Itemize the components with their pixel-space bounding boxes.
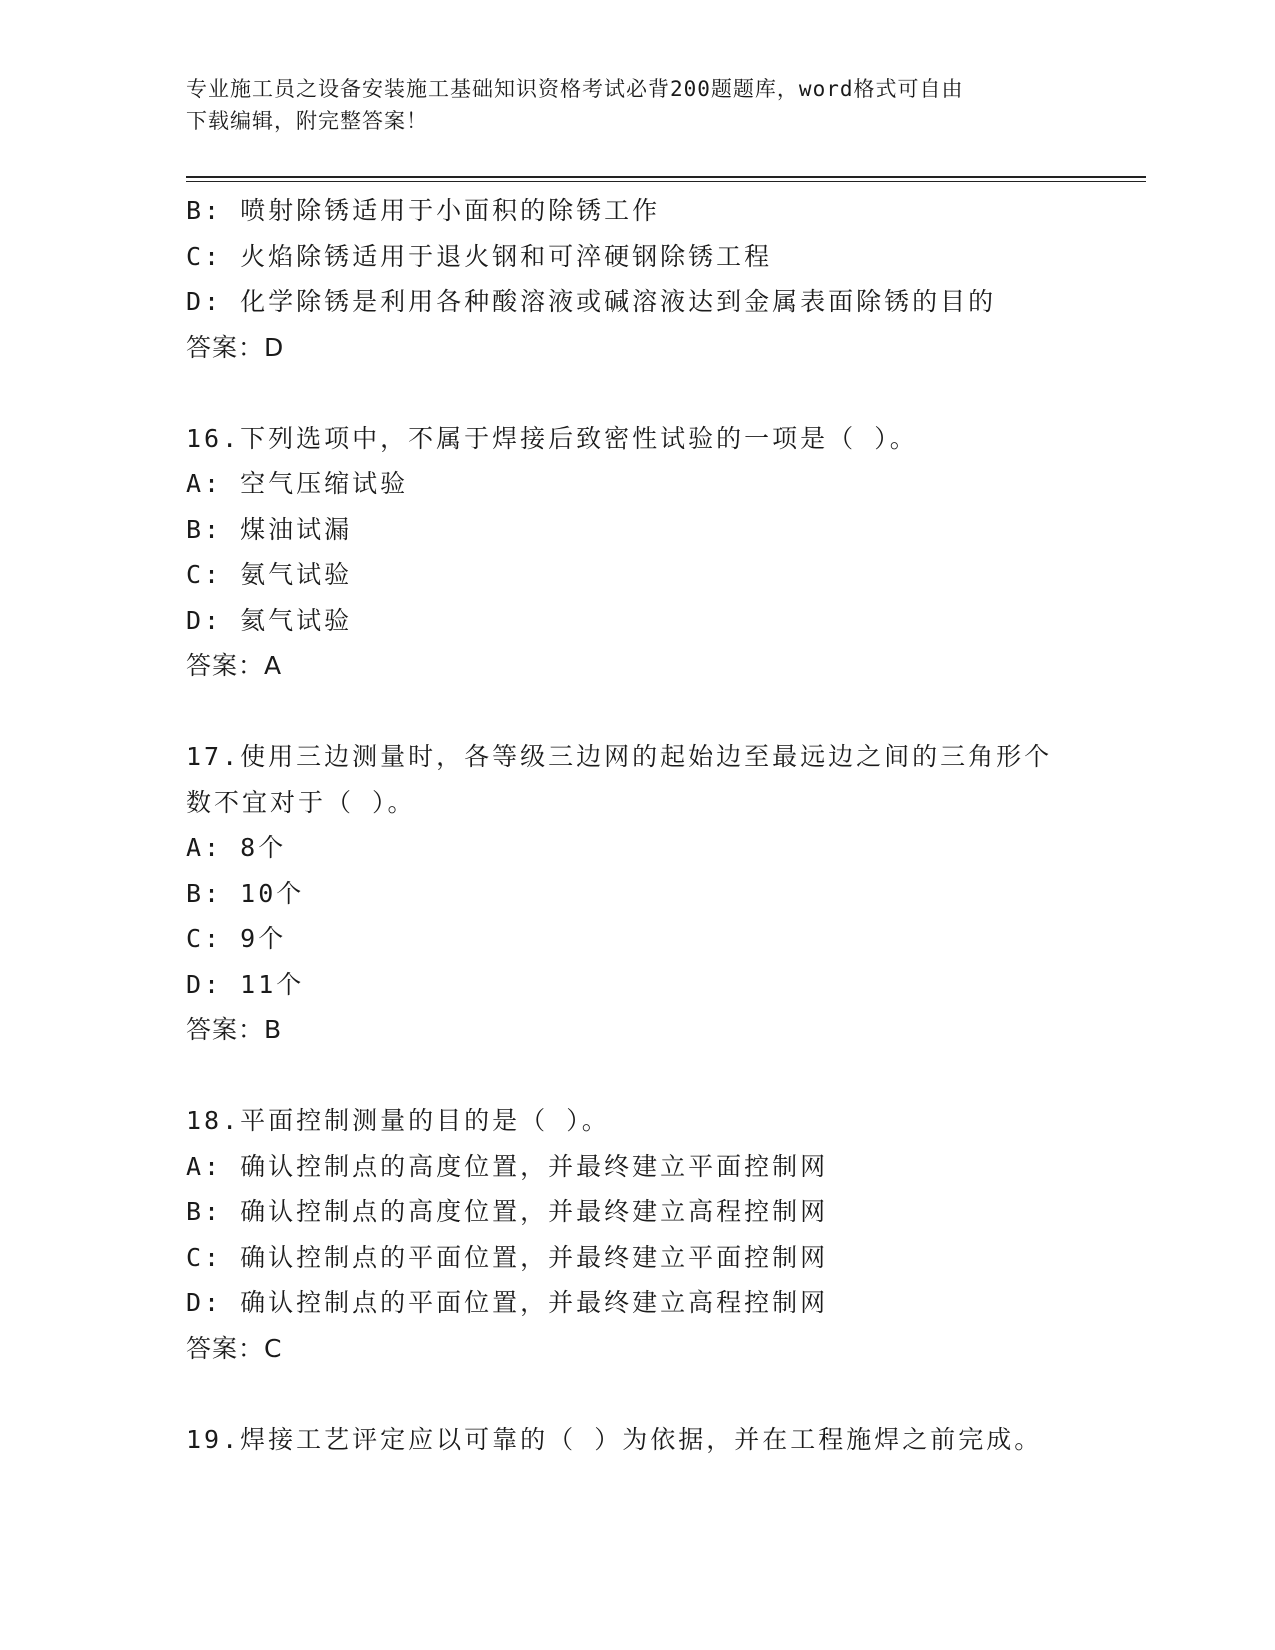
question-text-line-1: 17.使用三边测量时，各等级三边网的起始边至最远边之间的三角形个 [186,742,1053,771]
header-title-line-1: 专业施工员之设备安装施工基础知识资格考试必背200题题库，word格式可自由 [186,77,964,101]
option-a: A: 空气压缩试验 [186,469,409,498]
option-a: A: 8个 [186,833,287,862]
option-c: C: 确认控制点的平面位置，并最终建立平面控制网 [186,1242,829,1272]
question-15-block [186,188,1106,370]
question-17-block [186,734,1106,1053]
option-d: D: 11个 [186,969,305,999]
option-b: B: 煤油试漏 [186,514,353,544]
header-title-line-2: 下载编辑，附完整答案！ [186,109,428,133]
answer: 答案：D [186,332,285,362]
option-c: C: 氨气试验 [186,560,353,589]
spacer [186,689,1106,735]
option-d: D: 氦气试验 [186,605,353,635]
spacer [186,370,1106,416]
answer: 答案：C [186,1333,283,1363]
option-c: C: 9个 [186,924,287,953]
option-c: C: 火焰除锈适用于退火钢和可淬硬钢除锈工程 [186,241,773,271]
answer: 答案：B [186,1015,283,1044]
header-divider-thick [186,176,1146,178]
header-divider-thin [186,181,1146,182]
question-text: 18.平面控制测量的目的是（ ）。 [186,1106,610,1135]
question-text: 19.焊接工艺评定应以可靠的（ ）为依据，并在工程施焊之前完成。 [186,1424,1043,1454]
question-text: 16.下列选项中，不属于焊接后致密性试验的一项是（ ）。 [186,423,918,453]
page-header [186,73,1066,137]
question-16-block [186,416,1106,689]
question-18-block [186,1098,1106,1371]
option-a: A: 确认控制点的高度位置，并最终建立平面控制网 [186,1151,829,1181]
document-body [186,188,1106,1462]
option-d: D: 确认控制点的平面位置，并最终建立高程控制网 [186,1288,829,1317]
option-b: B: 确认控制点的高度位置，并最终建立高程控制网 [186,1197,829,1226]
option-b: B: 10个 [186,878,305,908]
spacer [186,1371,1106,1417]
question-19-block [186,1417,1106,1463]
answer: 答案：A [186,651,283,680]
option-b: B: 喷射除锈适用于小面积的除锈工作 [186,196,661,225]
spacer [186,1053,1106,1099]
option-d: D: 化学除锈是利用各种酸溶液或碱溶液达到金属表面除锈的目的 [186,287,997,316]
question-text-line-2: 数不宜对于（ ）。 [186,787,416,817]
